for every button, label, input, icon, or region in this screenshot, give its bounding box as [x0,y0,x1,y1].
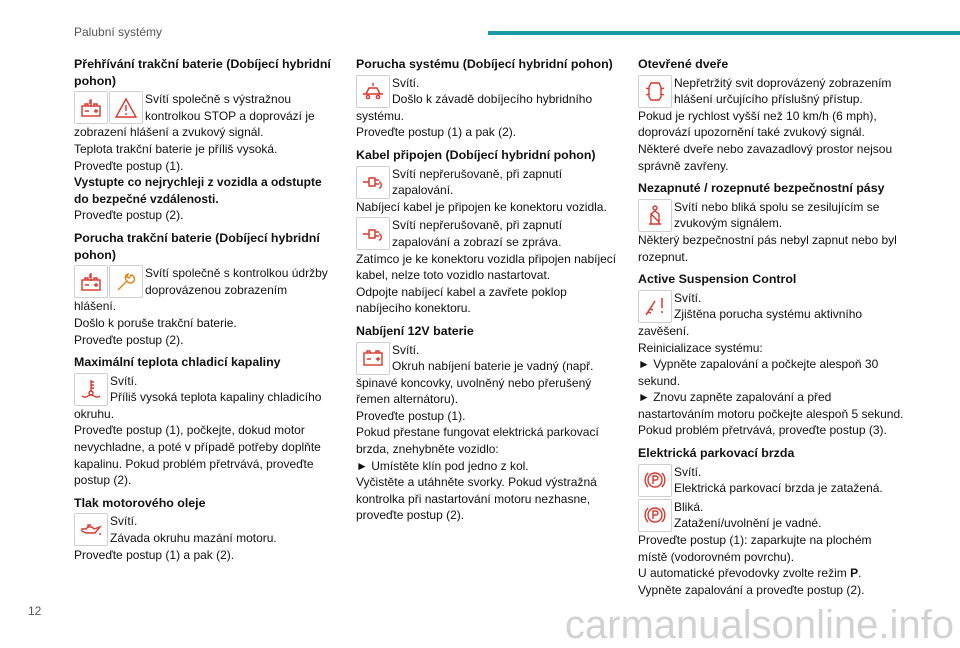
section-title: Nezapnuté / rozepnuté bezpečnostní pásy [638,181,885,196]
gear-p-label: P [850,566,859,581]
text-segment: U automatické převodovky zvolte režim [638,566,851,581]
section-battery-overheat [74,56,336,224]
icon-description: Svítí. Příliš vysoká teplota kapaliny chladicího [110,373,322,405]
icon-description: Svítí nepřerušovaně, při zapnutí zapalování a zobrazí se zpráva. [392,218,563,249]
icon-description: Svítí. Okruh nabíjení baterie je vadný (např. [392,342,594,374]
parking-brake-icon [638,464,672,497]
paragraph: hlášení. [74,299,117,314]
page-number: 12 [28,604,42,618]
icon-description: Nepřetržitý svit doprovázený zobrazením hlášení určujícího příslušný přístup. [674,75,892,107]
open-door-car-icon [638,75,672,108]
section-title: Elektrická parkovací brzda [638,446,795,461]
section-active-suspension [638,271,904,439]
paragraph-bold: Vystupte co nejrychleji z vozidla a odstupte do bezpečné vzdálenosti. [74,175,322,206]
section-battery-fault [74,230,336,348]
section-oil-pressure [74,495,336,563]
oil-can-icon [74,513,108,546]
paragraph: Zatímco je ke konektoru vozidla připojen nabíjecí kabel, nelze toto vozidlo nastartovat. [356,251,617,283]
column-3 [638,56,904,604]
paragraph: Vypněte zapalování a proveďte postup (2). [638,582,865,597]
page-header-title: Palubní systémy [74,25,163,39]
charging-plug-icon [356,166,390,199]
column-1 [74,56,336,569]
charging-plug-icon [356,217,390,250]
paragraph: ► Umístěte klín pod jedno z kol. [356,458,529,473]
icon-description: Svítí společně s výstražnou kontrolkou STOP a doprovází je [145,92,315,123]
paragraph [638,565,904,582]
section-title: Active Suspension Control [638,272,797,287]
wrench-icon [109,265,143,298]
paragraph: ► Vypněte zapalování a počkejte alespoň 30 sekund. [638,357,879,388]
icon-description: Svítí nepřerušovaně, při zapnutí zapalování. [392,166,563,198]
text-segment: . [858,566,862,581]
icon-description: Svítí společně s kontrolkou údržby doprovázenou zobrazením [145,266,328,297]
section-title: Kabel připojen (Dobíjecí hybridní pohon) [356,147,596,162]
paragraph: Proveďte postup (2). [74,332,184,347]
paragraph: Teplota trakční baterie je příliš vysoká. [74,141,278,156]
paragraph: Proveďte postup (1), počkejte, dokud motor nevychladne, a poté v případě potřeby doplňte kapalinu. Pokud problém přetrvává, proveďte postup (2). [74,423,321,488]
paragraph: Pokud přestane fungovat elektrická parkovací brzda, znehybněte vozidlo: [356,425,599,457]
paragraph: Proveďte postup (1): zaparkujte na plochém místě (vodorovném povrchu). [638,533,872,564]
coolant-temperature-icon [74,373,108,406]
section-open-doors [638,56,904,174]
column-2 [356,56,620,530]
paragraph: Došlo k poruše trakční baterie. [74,315,237,330]
watermark: carmanualsonline.info [564,603,954,647]
paragraph: Nabíjecí kabel je připojen ke konektoru vozidla. [356,199,607,214]
paragraph: ► Znovu zapněte zapalování a před nastartováním motoru počkejte alespoň 5 sekund. [638,390,904,421]
paragraph: Odpojte nabíjecí kabel a zavřete poklop nabíjecího konektoru. [356,284,567,316]
paragraph: systému. [356,108,405,123]
suspension-warning-icon [638,290,672,323]
section-title: Porucha trakční baterie (Dobíjecí hybridní pohon) [74,230,320,262]
section-parking-brake [638,445,904,598]
section-hybrid-system-fault [356,56,620,141]
paragraph: Reinicializace systému: [638,340,763,355]
paragraph: Proveďte postup (1). [356,408,466,423]
paragraph: Vyčistěte a utáhněte svorky. Pokud výstražná kontrolka při nastartování motoru nezhasne, proveďte postup (2). [356,475,597,523]
section-12v-battery-charging [356,323,620,524]
paragraph: špinavé koncovky, uvolněný nebo přerušený řemen alternátoru). [356,375,592,407]
battery-temperature-icon [74,265,108,298]
battery-temperature-icon [74,91,108,124]
section-coolant-temperature [74,354,336,489]
paragraph: Některé dveře nebo zavazadlový prostor nejsou správně zavřeny. [638,141,893,173]
parking-brake-icon [638,499,672,532]
paragraph: Proveďte postup (1). [74,158,184,173]
paragraph: Proveďte postup (1) a pak (2). [356,125,517,140]
paragraph: zobrazení hlášení a zvukový signál. [74,125,264,140]
section-title: Nabíjení 12V baterie [356,323,474,338]
warning-triangle-icon [109,91,143,124]
icon-description: Svítí. Závada okruhu mazání motoru. [110,514,277,546]
icon-description: Bliká. Zatažení/uvolnění je vadné. [674,499,822,531]
icon-description: Svítí nebo bliká spolu se zesilujícím se zvukovým signálem. [674,199,880,231]
paragraph: Pokud je rychlost vyšší než 10 km/h (6 mph), doprovází upozornění také zvukový signál. [638,108,877,140]
paragraph: okruhu. [74,406,115,421]
paragraph: Pokud problém přetrvává, proveďte postup (3). [638,423,887,438]
header-accent-bar [488,31,960,35]
battery-icon [356,342,390,375]
paragraph: Proveďte postup (2). [74,208,184,223]
paragraph: Proveďte postup (1) a pak (2). [74,547,235,562]
car-fault-icon [356,75,390,108]
section-title: Maximální teplota chladicí kapaliny [74,355,281,370]
section-cable-connected [356,147,620,317]
icon-description: Svítí. Zjištěna porucha systému aktivního [674,290,863,322]
section-title: Porucha systému (Dobíjecí hybridní pohon) [356,57,613,71]
section-title: Otevřené dveře [638,57,729,71]
section-seat-belts [638,180,904,265]
icon-description: Svítí. Elektrická parkovací brzda je zatažená. [674,464,883,496]
paragraph: zavěšení. [638,323,690,338]
seat-belt-icon [638,199,672,232]
icon-description: Svítí. Došlo k závadě dobíjecího hybridního [392,75,593,107]
section-title: Tlak motorového oleje [74,495,206,510]
paragraph: Některý bezpečnostní pás nebyl zapnut nebo byl rozepnut. [638,232,897,264]
section-title: Přehřívání trakční baterie (Dobíjecí hybridní pohon) [74,57,331,88]
